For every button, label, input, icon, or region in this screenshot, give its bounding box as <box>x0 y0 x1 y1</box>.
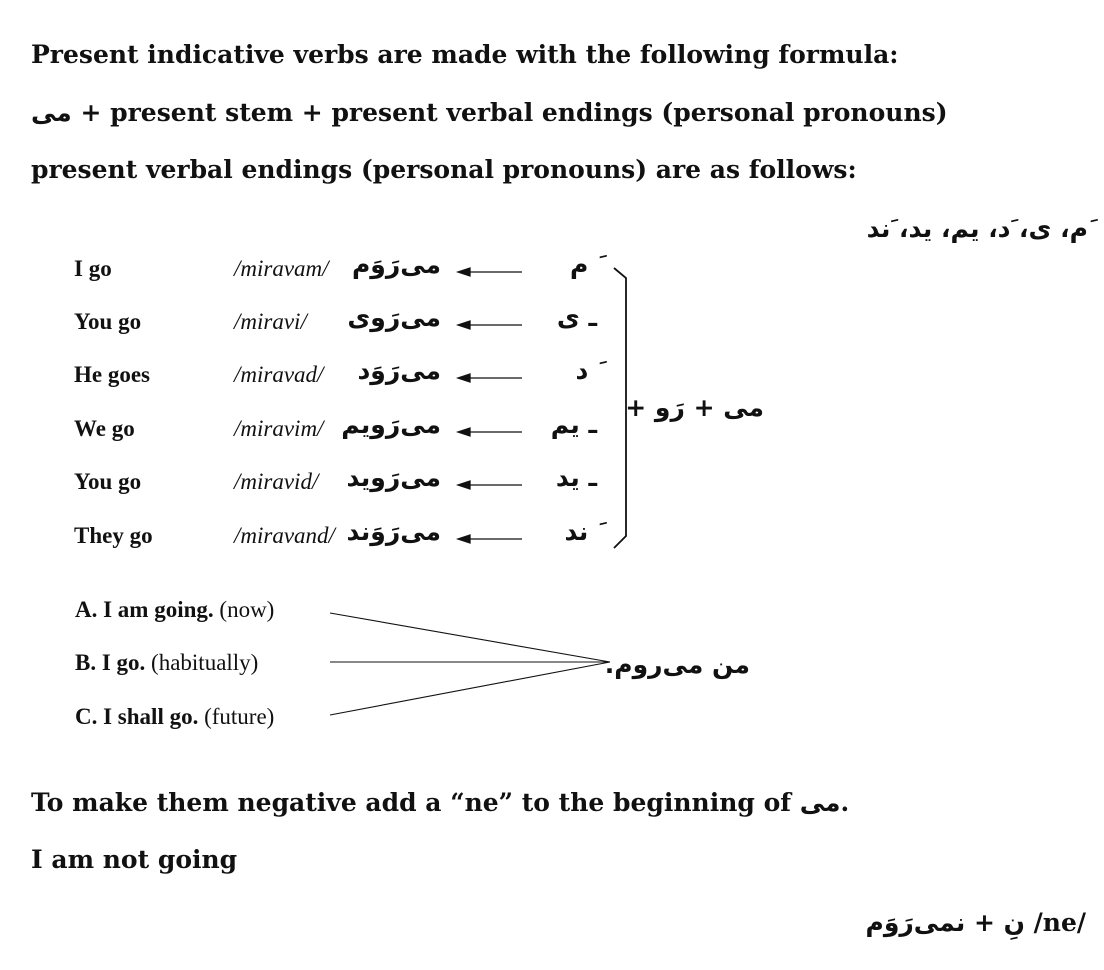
row-translit: /miravand/ <box>234 523 335 548</box>
right-bracket-icon <box>614 268 626 548</box>
arrow-left-icon <box>458 374 522 382</box>
negative-formula-translit: /ne/ <box>1033 908 1086 937</box>
convergence-lines <box>0 590 1104 730</box>
row-ending: َ ند <box>564 517 597 546</box>
arrow-left-icon <box>458 481 522 489</box>
row-translit: /miravi/ <box>234 309 307 334</box>
row-ending: َ م <box>569 250 597 279</box>
arrow-left-icon <box>458 268 522 276</box>
example-note: (now) <box>219 597 275 622</box>
row-persian: می‌رَوَند <box>346 517 441 546</box>
stem-formula: می + رَو + <box>625 393 764 422</box>
row-english: We go <box>74 416 135 441</box>
row-persian: می‌رَوی <box>347 303 441 332</box>
arrow-left-icon <box>458 535 522 543</box>
row-persian: می‌رَوَم <box>351 250 441 279</box>
row-persian: می‌رَوید <box>346 463 441 492</box>
row-english: He goes <box>74 362 151 387</box>
negative-line-2: I am not going <box>31 845 238 874</box>
formula-prefix-fa: می <box>31 98 72 127</box>
negative-line-1 <box>31 788 849 817</box>
example-sentence: A. I am going. <box>75 597 214 622</box>
intro-line-3: present verbal endings (personal pronouns) are as follows: <box>31 155 857 184</box>
row-persian: می‌رَویم <box>341 410 441 439</box>
example-note: (future) <box>204 704 275 729</box>
row-english: You go <box>74 309 142 334</box>
row-english: They go <box>74 523 153 548</box>
negative-text: To make them negative add a “ne” to the beginning of <box>31 788 791 817</box>
row-translit: /miravad/ <box>234 362 324 387</box>
endings-list: َم، ی، َد، یم، ید، َند <box>866 214 1088 243</box>
row-english: I go <box>74 256 112 281</box>
example-persian: من می‌روم. <box>604 650 750 679</box>
row-ending: ـ ی <box>556 303 597 332</box>
row-persian: می‌رَوَد <box>357 356 441 385</box>
row-translit: /miravid/ <box>234 469 319 494</box>
row-ending: ـ ید <box>555 463 597 492</box>
intro-line-1: Present indicative verbs are made with the following formula: <box>31 40 899 69</box>
example-note: (habitually) <box>151 650 259 675</box>
negative-formula <box>866 908 1086 937</box>
formula-text: + present stem + present verbal endings (personal pronouns) <box>80 98 948 127</box>
row-english: You go <box>74 469 142 494</box>
row-ending: ـ یم <box>550 410 597 439</box>
row-ending: َ د <box>575 356 597 385</box>
negative-prefix-fa: می <box>799 788 841 817</box>
arrow-left-icon <box>458 321 522 329</box>
row-translit: /miravam/ <box>234 256 329 281</box>
example-sentence: B. I go. <box>75 650 146 675</box>
row-translit: /miravim/ <box>234 416 324 441</box>
example-sentence: C. I shall go. <box>75 704 199 729</box>
arrow-left-icon <box>458 428 522 436</box>
negative-formula-fa: نِ + نمی‌رَوَم <box>865 908 1025 937</box>
negative-period: . <box>840 788 850 817</box>
